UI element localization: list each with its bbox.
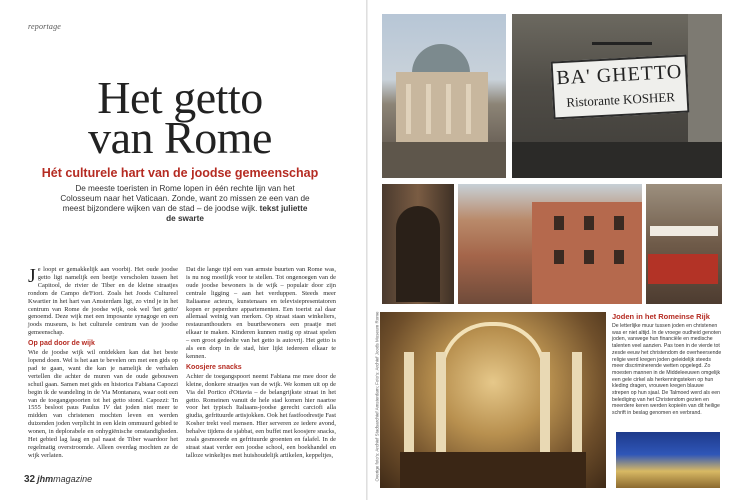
title-line-1: Het getto	[97, 72, 263, 123]
photo-credit-text: Overige foto's: Archief Stadsarchief Amsterdam; Foto's: Archief Joods Museum Rome	[374, 311, 380, 482]
body-paragraph: e loopt er gemakkelijk aan voorbij. Het oude joodse getto ligt namelijk een beetje verscholen tussen het Capitool, de rivier de Tiber en de kleine straatjes rondom de Campo de'Fiori. Zoals het Joods Cultureel Kwartier in het hart van Amsterdam ligt, zo vind je in het centrum van Rome de joodse wijk, ook wel 'het getto' genoemd. Deze wijk met een imposante synagoge en een joods museum, is het culturele centrum van de joodse gemeenschap.	[28, 266, 178, 337]
body-column-2	[186, 266, 336, 460]
facade-column	[406, 84, 411, 134]
photo-synagogue-ceiling	[616, 432, 720, 488]
photo-archway	[382, 184, 454, 304]
window	[584, 250, 594, 264]
parked-cars	[512, 142, 722, 178]
page-folio	[24, 474, 92, 485]
sign-text-line-2: Ristorante KOSHER	[565, 89, 676, 110]
window	[614, 216, 624, 230]
facade-column	[426, 84, 431, 134]
sidebar-text: De letterlijke muur tussen joden en christenen was er niet altijd. In de vroege oudheid genoten joden, vanwege hun financiële en medische talenten veel aanzien. Pas toen in de vierde tot zesde eeuw het christendom de overheersende religie werd kregen joden geleidelijk steeds meer discriminerende wetten opgelegd. Zo moesten mannen in de Middeleeuwen omgelijk een gele cirkel als herkenningsteken op hun kleding dragen, vrouwen kregen blauwe strepen op hun sjaal. De Talmoed werd als een belediging van het Christendom gezien en meerdere keren werden kopieën van dit heilige schrift in beslag genomen en verbrand.	[612, 323, 722, 417]
body-column-1	[28, 266, 178, 460]
section-label: reportage	[28, 22, 62, 31]
street	[382, 142, 506, 178]
body-subhead: Op pad door de wijk	[28, 340, 95, 348]
interior-arch	[440, 322, 546, 372]
article-subtitle: Hét culturele hart van de joodse gemeenschap	[41, 166, 319, 180]
facade-column	[466, 84, 471, 134]
photo-ghetto-restaurant-sign	[512, 14, 722, 178]
page-number: 32	[24, 474, 36, 485]
magazine-name: magazine	[53, 474, 93, 484]
body-paragraph: Dat die lange tijd een van armste buurten van Rome was, is nu nog moeilijk voor te stellen. Tot ongenoegen van de oude joodse bewoners is de wijk – populair door zijn centrale ligging – aan het verduppen. Steeds meer Italiaanse acteurs, kunstenaars en televisiepresentatoren kopen er peperdure appartementen. Een toerist zal daar allemaal weinig van merken. Op straat staan winkeliers, restauranthouders en buurtbewoners een praatje met elkaar te maken. Kinderen kunnen rustig op straat spelen – een groot gedeelte van het getto is autovrij. Het getto is als een dorp in de stad, hier lijkt iedereen elkaar te kennen.	[186, 266, 336, 360]
byline: tekst juliette de swarte	[166, 204, 308, 223]
sign-text-line-1: BA' GHETTO	[555, 60, 683, 90]
photo-building-facade	[458, 184, 642, 304]
window	[584, 216, 594, 230]
page-gutter	[366, 0, 368, 500]
window	[614, 250, 624, 264]
article-lede	[60, 184, 310, 224]
cafe-tables	[648, 254, 718, 284]
lede-text: De meeste toeristen in Rome lopen in één rechte lijn van het Colosseum naar het Vaticaan. Zonde, want zo missen ze een van de meest bijzondere wijken van de stad – de joodse wijk.	[60, 184, 310, 213]
photo-synagogue	[382, 14, 506, 178]
title-line-2: van Rome	[88, 112, 272, 163]
facade-column	[446, 84, 451, 134]
photo-street-cafe	[646, 184, 722, 304]
body-paragraph: Wie de joodse wijk wil ontdekken kan dat het beste lopend doen. Wel is het aan te bevelen om met een gids op pad te gaan, want die kan je namelijk de verhalen vertellen die achter de muren van de oude gebouwen schuil gaan. Samen met gids en historica Fabiana Capozzi begin ik de wandeling in de Via Montanara, waar ooit een van de toegangspoorten tot het getto stond. Capozzi: 'In 1555 besloot paus Paulus IV dat joden niet meer te midden van christenen mochten leven en werden duizenden joden verplicht in een klein ommuurd gebied te wonen, in deplorabele en onhygiënische omstandigheden. Het gebied lag laag en pal naast de Tiber waardoor het regelmatig overstroomde. Alleen overdag mochten ze de wijk verlaten.	[28, 349, 178, 459]
archway	[396, 206, 440, 302]
body-subhead: Koosjere snacks	[186, 363, 242, 371]
article-title	[0, 72, 360, 163]
photo-credit	[370, 311, 380, 486]
body-paragraph: Achter de toegangspoort neemt Fabiana me mee door de kleine, donkere straatjes van de wijk. We komen uit op de Via del Portico d'Ottavia – de belangrijkste straat in het getto. Romeinen vanuit de hele stad komen hier naartoe voor het typisch Italiaans-joodse gerecht carciofi alla giudia, gefrituurde artisjokken. Ook het fastfoodrestje Fast Kosher trekt veel mensen. Hier serveren ze iedere avond, behalve tijdens de sjabbat, een buffet met koosjere snacks, zoals gesmoorde en gefrituurde groenten en falafel. In de straat staat verder een joodse school, een boekhandel en talloze winkeltjes met huishoudelijk artikelen, keppeltjes,	[186, 372, 336, 459]
photo-synagogue-interior	[380, 312, 606, 488]
window	[554, 216, 564, 230]
window	[554, 250, 564, 264]
cafe-awning	[650, 226, 718, 236]
synagogue-dome	[412, 44, 470, 74]
sidebar-title: Joden in het Romeinse Rijk	[612, 312, 710, 321]
restaurant-sign	[551, 54, 690, 119]
interior-pews	[400, 452, 586, 488]
sidebar-box	[612, 312, 722, 417]
sign-bracket	[592, 42, 652, 45]
magazine-name-bold: jhm	[37, 474, 54, 484]
drop-cap: J	[28, 265, 36, 287]
